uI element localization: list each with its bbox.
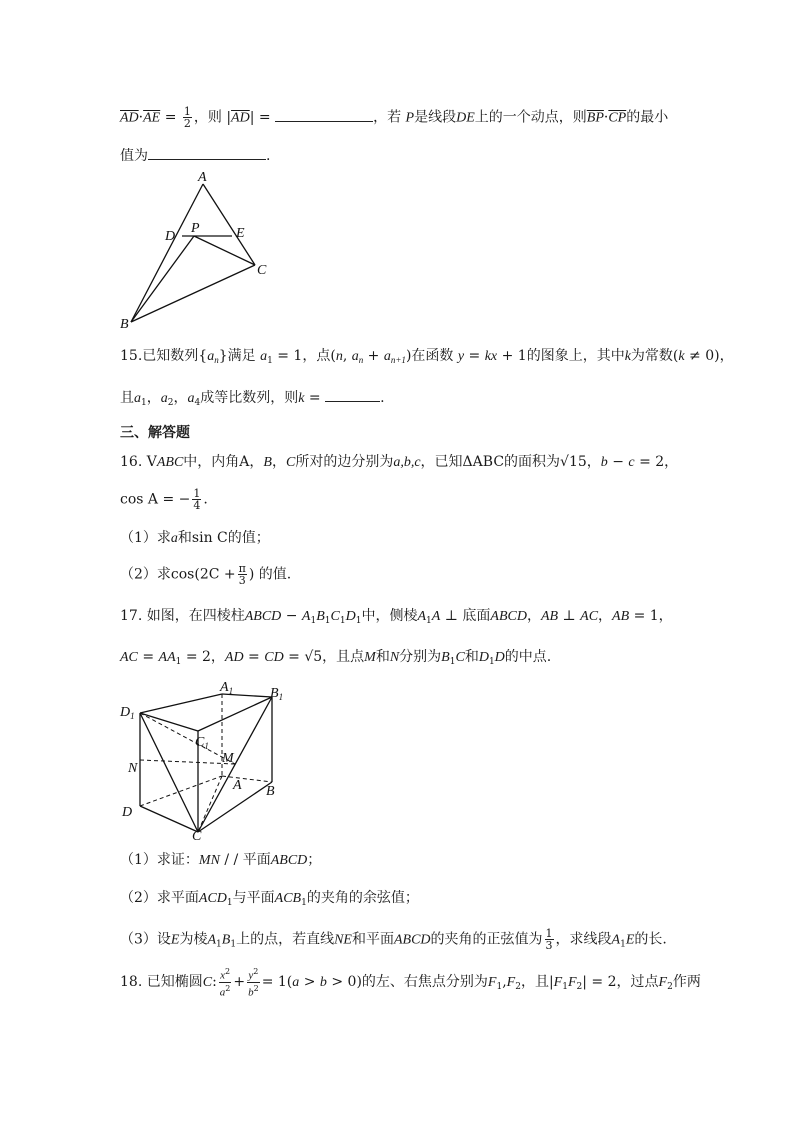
label-P: P	[191, 221, 200, 236]
label-A: A	[198, 170, 207, 185]
q15-line2: 且$a_1$，$a_2$，$a_4$成等比数列，则k = .	[120, 387, 684, 413]
label-M: M	[222, 751, 234, 766]
label-A1: $A_1$	[220, 680, 234, 696]
q17-sub1: （1）求证：MN / / 平面ABCD；	[120, 852, 322, 868]
label-E: E	[236, 226, 245, 241]
q16-sub2: （2）求cos(2C + $\frac{\pi}{3}$ ) 的值.	[120, 562, 292, 587]
answer-blank[interactable]	[148, 145, 266, 160]
q15-line1: 15.已知数列$\{a_n\}$满足 $a_1 = 1$，点(n, $a_n + a_{n+1}$)在函数 y = kx + 1的图象上，其中k为常数(k ≠ 0)，	[120, 348, 734, 366]
answer-blank[interactable]	[325, 387, 380, 402]
q17-sub2: （2）求平面$ACD_1$与平面$ACB_1$的夹角的余弦值；	[120, 890, 419, 908]
label-A: A	[233, 778, 242, 793]
q18-line1: 18. 已知椭圆C: $\frac{x^2}{a^2}$ + $\frac{y^2}{b^2}$ = 1(a > b > 0)的左、右焦点分别为$F_1,F_2$，且$|F_1F_2| = 2$，过点$F_2$作两	[120, 967, 701, 999]
q17-line2: AC = $AA_1 = 2$，AD = CD = √5，且点M和N分别为$B_1C$和$D_1D$的中点.	[120, 649, 552, 667]
q16-sub1: （1）求a和sin C的值；	[120, 530, 270, 546]
label-B: B	[120, 317, 129, 332]
label-B: B	[266, 784, 275, 799]
prism-figure	[112, 676, 292, 844]
triangle-figure	[110, 170, 290, 335]
label-B1: $B_1$	[270, 686, 284, 702]
q14-line1: $\overline{AD}\cdot\overline{AE}$ = $\frac{1}{2}$ ，则 $|\overline{AD}|$ = ，若 P是线段DE上的一个动点，则$\overline{BP}\cdot\overline{CP}$的最小	[120, 105, 669, 130]
q14-line2: 值为 .	[120, 145, 684, 166]
fraction-half: $\frac{1}{2}$	[183, 105, 191, 130]
label-C: C	[192, 829, 202, 844]
label-D1: $D_1$	[120, 705, 135, 721]
label-D: D	[165, 229, 176, 244]
q16-line1: 16. VABC中，内角A，B，C所对的边分别为a,b,c，已知ΔABC的面积为√15，b − c = 2，	[120, 454, 679, 470]
answer-blank[interactable]	[275, 107, 373, 122]
q17-sub3: （3）设E为棱$A_1B_1$上的点，若直线NE和平面ABCD的夹角的正弦值为 $\frac{1}{3}$ ，求线段$A_1E$的长.	[120, 927, 667, 952]
label-C1: $C_1$	[195, 735, 209, 751]
label-N: N	[128, 761, 138, 776]
q16-line2: cos A = − $\frac{1}{4}$ .	[120, 487, 208, 512]
q17-line1: 17. 如图，在四棱柱ABCD − $A_1B_1C_1D_1$中，侧棱$A_1A$ ⊥ 底面ABCD，AB ⊥ AC，AB = 1，	[120, 608, 673, 626]
label-D: D	[122, 805, 133, 820]
section-title: 三、解答题	[120, 425, 190, 441]
label-C: C	[257, 263, 267, 278]
